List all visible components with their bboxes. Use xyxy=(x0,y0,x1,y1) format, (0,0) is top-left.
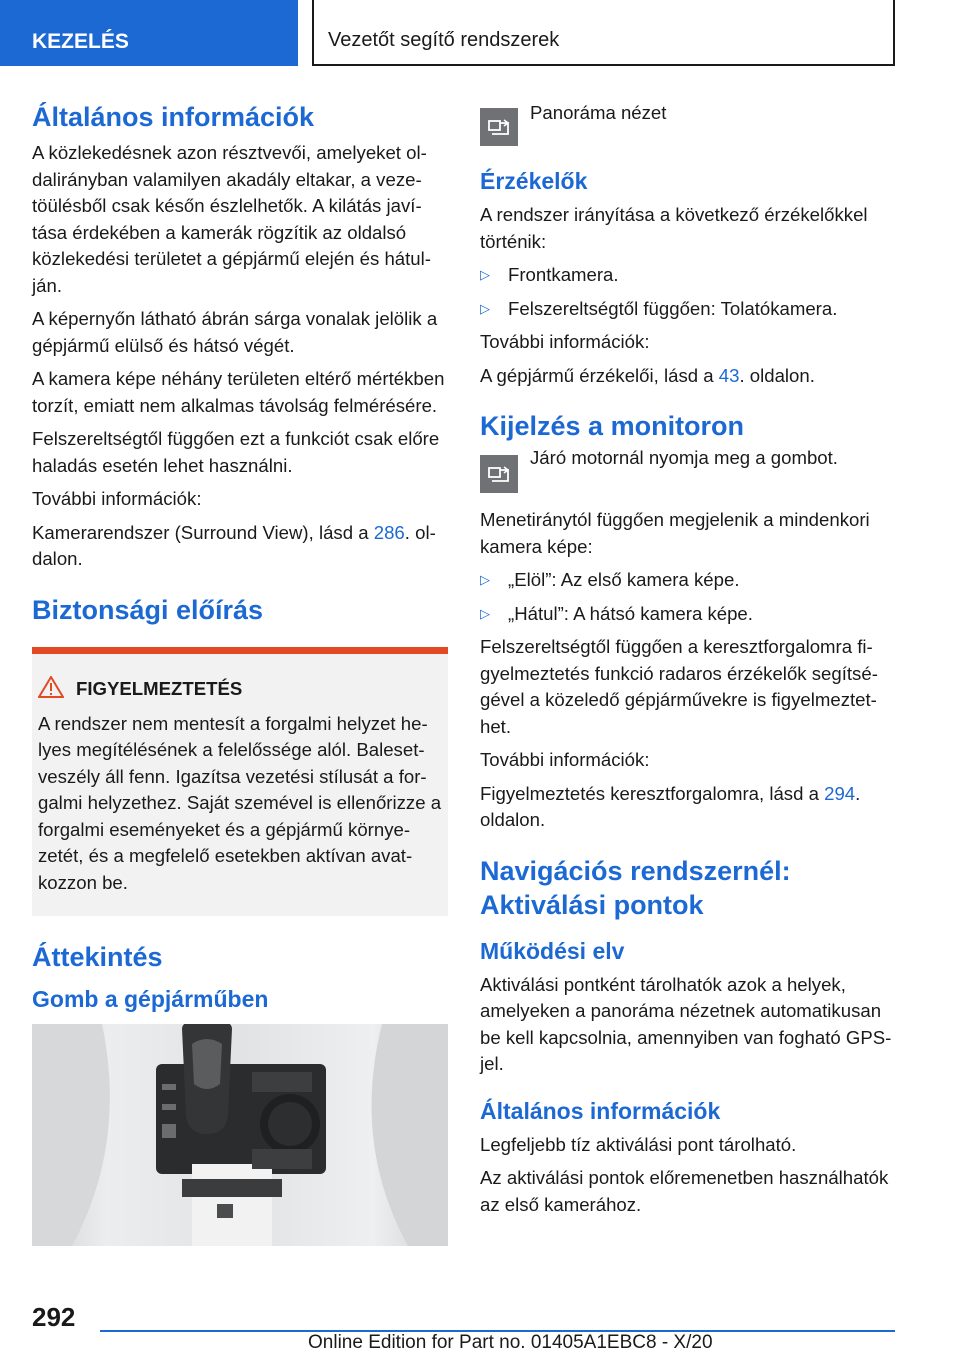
chapter-title: Vezetőt segítő rendszerek xyxy=(312,0,895,66)
bullet-triangle-icon: ▷ xyxy=(480,572,490,587)
heading-button-in-vehicle: Gomb a gépjárműben xyxy=(32,986,269,1012)
section-tab: KEZELÉS xyxy=(0,0,298,66)
list-item: ▷ Frontkamera. xyxy=(480,262,900,289)
list-item: ▷ „Elöl”: Az első kamera képe. xyxy=(480,567,900,594)
heading-general-info: Általános információk xyxy=(32,102,315,132)
heading-navigation: Navigációs rendszernél: Aktiválási pontok xyxy=(480,855,791,920)
paragraph: A rendszer irányítása a következő érzékelőkkel történik: xyxy=(480,204,868,252)
bullet-triangle-icon: ▷ xyxy=(480,605,490,621)
page-link-294[interactable]: 294 xyxy=(824,782,856,804)
heading-safety: Biztonsági előírás xyxy=(32,594,264,625)
paragraph: Az aktiválási pontok előremenetben használhatók az első kamerához. xyxy=(480,1167,889,1215)
left-column xyxy=(32,100,448,1246)
paragraph: További információk: xyxy=(480,749,650,770)
paragraph: A képernyőn látható ábrán sárga vonalak jelölik a gépjármű elülső és hátsó végét. xyxy=(32,308,438,356)
paragraph: Felszereltségtől függően a keresztforgalomra figyelmeztetés funkció radaros érzékelők segítségével a közeledő gépjárművekre is figyelmeztethet. xyxy=(480,636,878,737)
bullet-triangle-icon: ▷ xyxy=(480,300,490,316)
panorama-view-row xyxy=(480,100,900,146)
page-link-43[interactable]: 43 xyxy=(718,364,740,386)
list-item: ▷ Felszereltségtől függően: Tolatókamera. xyxy=(480,296,900,323)
paragraph: A közlekedésnek azon résztvevői, amelyeket oldalirányban valamilyen akadály eltakar, a vezetöülésből csak későn észlelhetők. A kilátás javítása érdekében a kamerák rögzítik az oldalsó közlekedési területet a gépjármű elején és hátulján. xyxy=(32,142,431,296)
paragraph-reference: Figyelmeztetés keresztforgalomra, lásd a 294. oldalon. xyxy=(480,782,861,830)
paragraph: Felszereltségtől függően ezt a funkciót csak előre haladás esetén lehet használni. xyxy=(32,428,440,476)
panorama-camera-button-icon xyxy=(480,108,518,146)
paragraph: További információk: xyxy=(32,488,202,509)
display-button-label: Járó motornál nyomja meg a gombot. xyxy=(530,447,838,468)
bullet-triangle-icon: ▷ xyxy=(480,267,490,282)
paragraph: További információk: xyxy=(480,331,650,352)
warning-box xyxy=(32,647,448,917)
heading-general-info-2: Általános információk xyxy=(480,1097,721,1124)
paragraph-reference: Kamerarendszer (Surround View), lásd a 286. oldalon. xyxy=(32,521,436,569)
heading-overview: Áttekintés xyxy=(32,942,163,972)
edition-text: Online Edition for Part no. 01405A1EBC8 - X/20 xyxy=(308,1332,713,1353)
heading-display: Kijelzés a monitoron xyxy=(480,411,745,441)
page-link-286[interactable]: 286 xyxy=(373,521,405,543)
warning-text: A rendszer nem mentesít a forgalmi helyzet helyes megítélésének a felelőssége alól. Balesetveszély áll fenn. Igazítsa vezetési stílusát a forgalmi helyzethez. Saját szemével is ellenőrizze a forgalmi eseményeket és a gépjármű környezetét, és a megfelelő esetekben aktívan avatkozzon be. xyxy=(38,712,442,893)
center-console-photo xyxy=(32,1024,448,1246)
right-column xyxy=(480,100,900,1225)
panorama-view-label: Panoráma nézet xyxy=(530,102,667,123)
paragraph-reference: A gépjármű érzékelői, lásd a 43. oldalon. xyxy=(480,364,815,386)
paragraph: A kamera képe néhány területen eltérő mértékben torzít, emiatt nem alkalmas távolság felmérésére. xyxy=(32,368,445,416)
warning-triangle-icon xyxy=(38,676,64,703)
warning-title: FIGYELMEZTETÉS xyxy=(76,678,243,699)
heading-sensors: Érzékelők xyxy=(480,168,588,194)
display-button-row xyxy=(480,449,900,493)
paragraph: Aktiválási pontként tárolhatók azok a helyek, amelyeken a panoráma nézetnek automatikusan be kell kapcsolnia, amennyiben van fogható GPS-jel. xyxy=(480,973,892,1074)
page-number: 292 xyxy=(32,1302,76,1332)
paragraph: Legfeljebb tíz aktiválási pont tárolható. xyxy=(480,1133,797,1155)
paragraph: Menetiránytól függően megjelenik a mindenkori kamera képe: xyxy=(480,509,870,557)
panorama-camera-button-icon xyxy=(480,455,518,493)
heading-principle: Működési elv xyxy=(480,937,625,964)
list-item: ▷ „Hátul”: A hátsó kamera képe. xyxy=(480,601,900,628)
